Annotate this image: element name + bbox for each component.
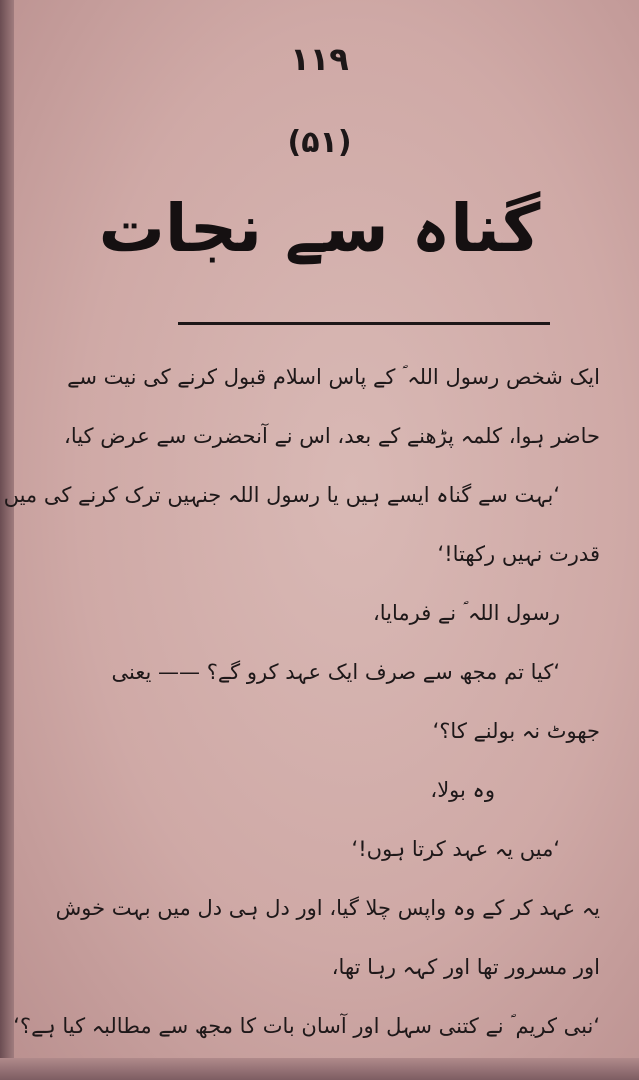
- page-bottom-edge: [0, 1058, 639, 1080]
- chapter-number: (۵۱): [287, 125, 352, 160]
- body-line: ‘میں یہ عہد کرتا ہوں!‘: [351, 837, 560, 861]
- body-line: اور مسرور تھا اور کہہ رہا تھا،: [331, 955, 600, 979]
- body-line: قدرت نہیں رکھتا!‘: [437, 542, 600, 566]
- page-number: ۱۱۹: [290, 40, 349, 78]
- body-line: رسول اللہ ؐ نے فرمایا،: [372, 601, 560, 625]
- title-underline: [178, 322, 550, 325]
- chapter-title: گناہ سے نجات: [98, 190, 541, 267]
- body-line: ‘کیا تم مجھ سے صرف ایک عہد کرو گے؟ —— یعنی: [111, 660, 560, 684]
- body-line: جھوٹ نہ بولنے کا؟‘: [432, 719, 600, 743]
- body-text: [3, 348, 600, 1056]
- body-line: وہ بولا،: [430, 778, 495, 802]
- page-left-edge: [0, 0, 14, 1080]
- body-line: حاضر ہوا، کلمہ پڑھنے کے بعد، اس نے آنحضرت سے عرض کیا،: [64, 424, 600, 448]
- body-line: یہ عہد کر کے وہ واپس چلا گیا، اور دل ہی دل میں بہت خوش: [55, 896, 600, 920]
- body-line: ایک شخص رسول اللہ ؐ کے پاس اسلام قبول کرنے کی نیت سے: [67, 365, 600, 389]
- body-line: ‘نبی کریم ؐ نے کتنی سہل اور آسان بات کا مجھ سے مطالبہ کیا ہے؟‘: [13, 1014, 600, 1038]
- body-line: ‘بہت سے گناہ ایسے ہیں یا رسول اللہ جنہیں ترک کرنے کی میں: [3, 483, 560, 507]
